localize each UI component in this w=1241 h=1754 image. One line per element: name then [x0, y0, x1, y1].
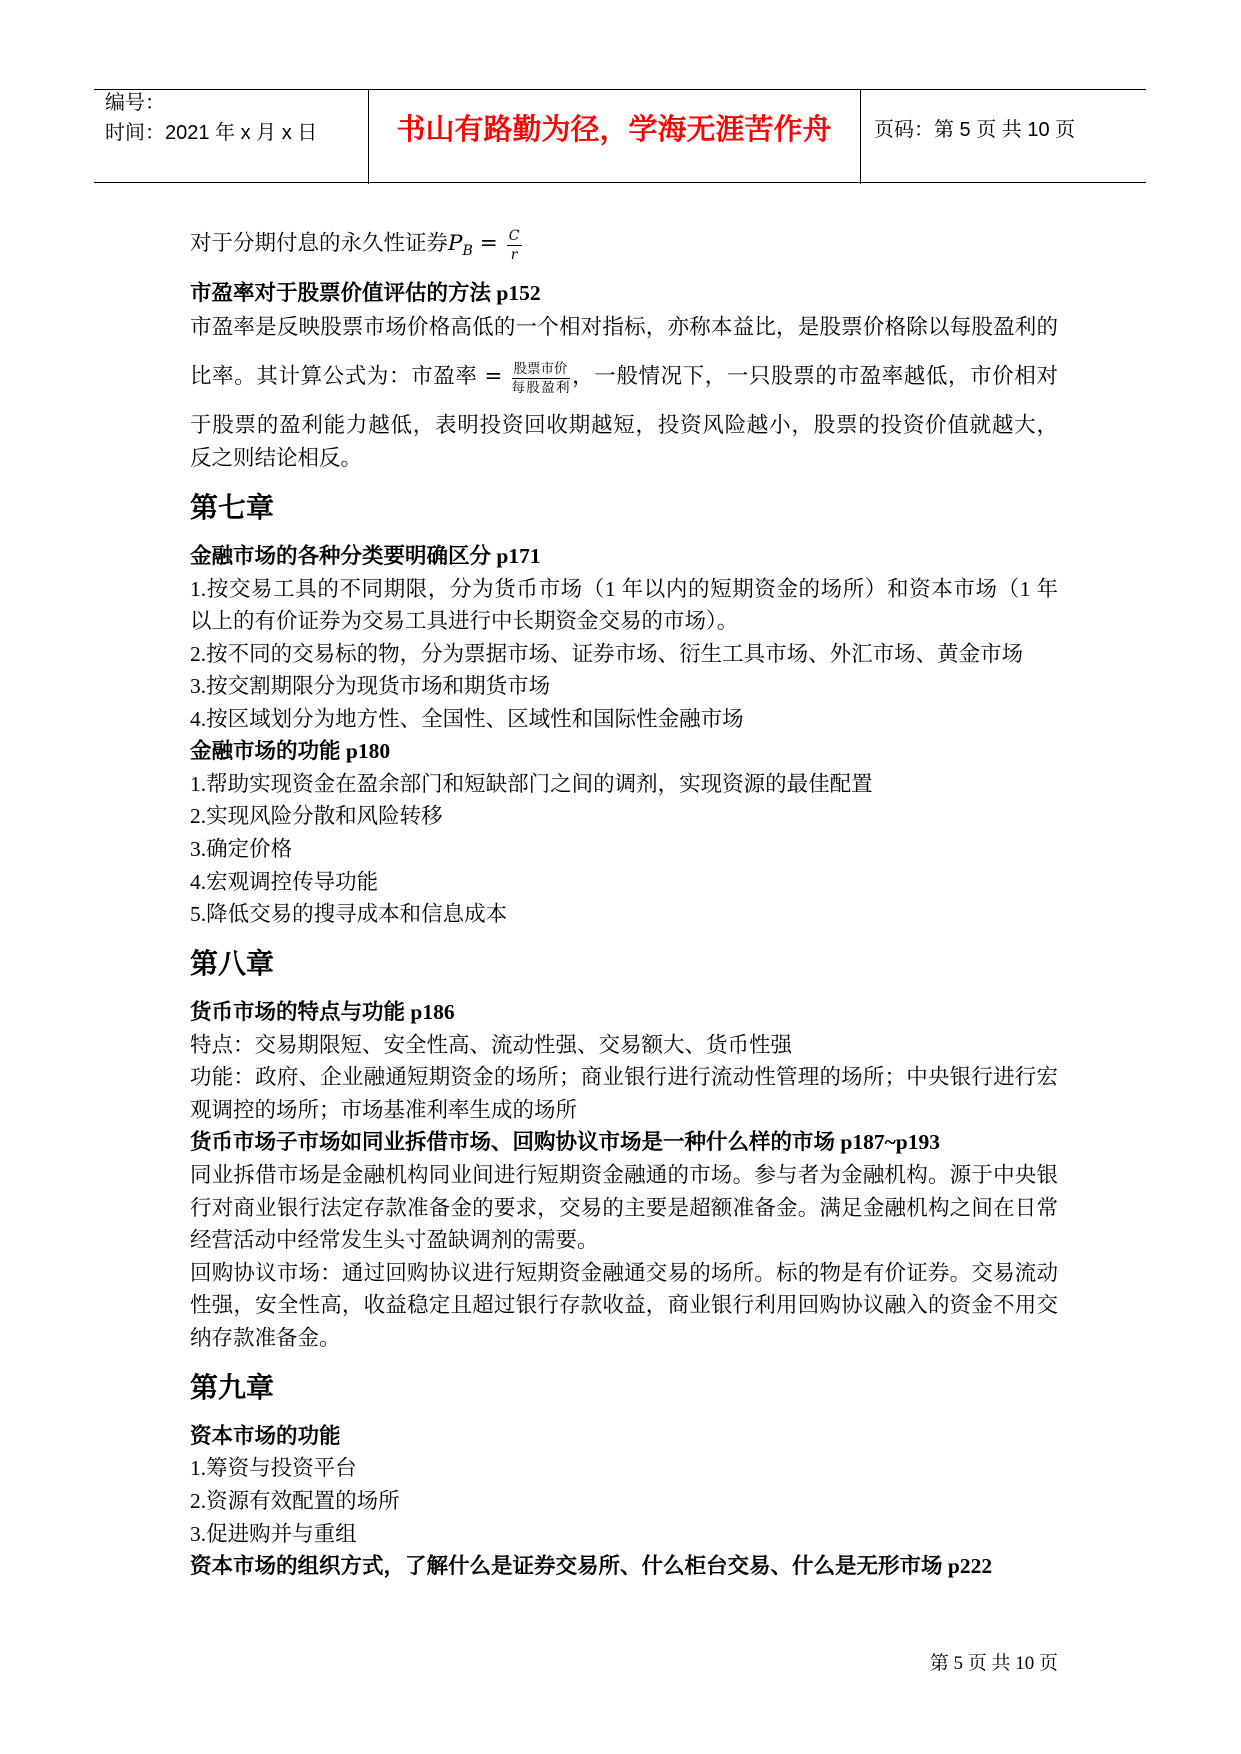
paragraph-line: 反之则结论相反。 — [190, 446, 363, 470]
formula-equals: = — [484, 364, 503, 389]
formula-text: 比率。其计算公式为：市盈率 — [190, 364, 478, 388]
doc-time-label: 时间：2021 年 x 月 x 日 — [105, 122, 318, 144]
list-item: 3.促进购并与重组 — [190, 1522, 357, 1546]
topic-title: 金融市场的各种分类要明确区分 p171 — [190, 544, 541, 568]
page-info: 页码：第 5 页 共 10 页 — [874, 119, 1076, 141]
chapter-heading: 第九章 — [190, 1372, 275, 1403]
list-item: 4.宏观调控传导功能 — [190, 870, 379, 894]
formula-text: 对于分期付息的永久性证券 — [190, 231, 449, 255]
paragraph-line: 同业拆借市场是金融机构同业间进行短期资金融通的市场。参与者为金融机构。源于中央银 — [190, 1163, 1058, 1187]
topic-title: 货币市场子市场如同业拆借市场、回购协议市场是一种什么样的市场 p187~p193 — [190, 1130, 940, 1154]
motto-text: 书山有路勤为径，学海无涯苦作舟 — [396, 114, 832, 146]
topic-title: 金融市场的功能 p180 — [190, 739, 391, 763]
topic-title: 资本市场的组织方式，了解什么是证券交易所、什么柜台交易、什么是无形市场 p222 — [190, 1554, 993, 1578]
paragraph-line: 性强，安全性高，收益稳定且超过银行存款收益，商业银行利用回购协议融入的资金不用交 — [190, 1293, 1058, 1317]
formula-line-pe-ratio — [190, 354, 1058, 399]
paragraph-line: 观调控的场所；市场基准利率生成的场所 — [190, 1098, 578, 1122]
chapter-heading: 第八章 — [190, 948, 275, 979]
formula-variable: P — [448, 231, 463, 256]
list-item: 3.按交割期限分为现货市场和期货市场 — [190, 674, 551, 698]
formula-fraction — [512, 361, 570, 396]
header-rule-bottom — [94, 182, 1146, 183]
paragraph-line: 市盈率是反映股票市场价格高低的一个相对指标，亦称本益比，是股票价格除以每股盈利的 — [190, 315, 1058, 339]
paragraph-line: 特点：交易期限短、安全性高、流动性强、交易额大、货币性强 — [190, 1033, 793, 1057]
paragraph-line: 经营活动中经常发生头寸盈缺调剂的需要。 — [190, 1228, 599, 1252]
fraction-numerator: 股票市价 — [512, 361, 570, 379]
topic-title: 资本市场的功能 — [190, 1424, 341, 1448]
list-item: 2.按不同的交易标的物，分为票据市场、证券市场、衍生工具市场、外汇市场、黄金市场 — [190, 642, 1024, 666]
paragraph-line: 行对商业银行法定存款准备金的要求，交易的主要是超额准备金。满足金融机构之间在日常 — [190, 1196, 1058, 1220]
fraction-denominator: r — [510, 246, 518, 263]
formula-equals: = — [479, 231, 498, 256]
formula-subscript: B — [462, 243, 473, 259]
list-item: 2.资源有效配置的场所 — [190, 1489, 400, 1513]
header-divider-right — [860, 89, 861, 184]
formula-text-after: ，一般情况下，一只股票的市盈率越低，市价相对 — [571, 364, 1058, 388]
page-footer: 第 5 页 共 10 页 — [929, 1653, 1058, 1674]
doc-number-label: 编号： — [105, 92, 165, 114]
topic-title: 市盈率对于股票价值评估的方法 p152 — [190, 281, 541, 305]
chapter-heading: 第七章 — [190, 492, 275, 523]
formula-line-perpetual — [190, 221, 524, 273]
list-item: 1.帮助实现资金在盈余部门和短缺部门之间的调剂，实现资源的最佳配置 — [190, 772, 873, 796]
paragraph-line: 纳存款准备金。 — [190, 1326, 341, 1350]
list-item: 1.筹资与投资平台 — [190, 1456, 357, 1480]
list-item: 1.按交易工具的不同期限，分为货币市场（1 年以内的短期资金的场所）和资本市场（1 年 — [190, 577, 1058, 601]
fraction-numerator: C — [508, 227, 520, 244]
formula-fraction — [507, 228, 522, 263]
list-item: 2.实现风险分散和风险转移 — [190, 804, 443, 828]
fraction-denominator: 每股盈利 — [511, 379, 570, 395]
list-item: 5.降低交易的搜寻成本和信息成本 — [190, 902, 508, 926]
list-item: 4.按区域划分为地方性、全国性、区域性和国际性金融市场 — [190, 707, 744, 731]
list-item: 以上的有价证券为交易工具进行中长期资金交易的市场）。 — [190, 609, 739, 633]
list-item: 3.确定价格 — [190, 837, 293, 861]
paragraph-line: 于股票的盈利能力越低，表明投资回收期越短，投资风险越小，股票的投资价值就越大， — [190, 413, 1058, 437]
topic-title: 货币市场的特点与功能 p186 — [190, 1000, 455, 1024]
paragraph-line: 功能：政府、企业融通短期资金的场所；商业银行进行流动性管理的场所；中央银行进行宏 — [190, 1065, 1058, 1089]
paragraph-line: 回购协议市场：通过回购协议进行短期资金融通交易的场所。标的物是有价证券。交易流动 — [190, 1261, 1058, 1285]
header-rule-top — [94, 89, 1146, 90]
